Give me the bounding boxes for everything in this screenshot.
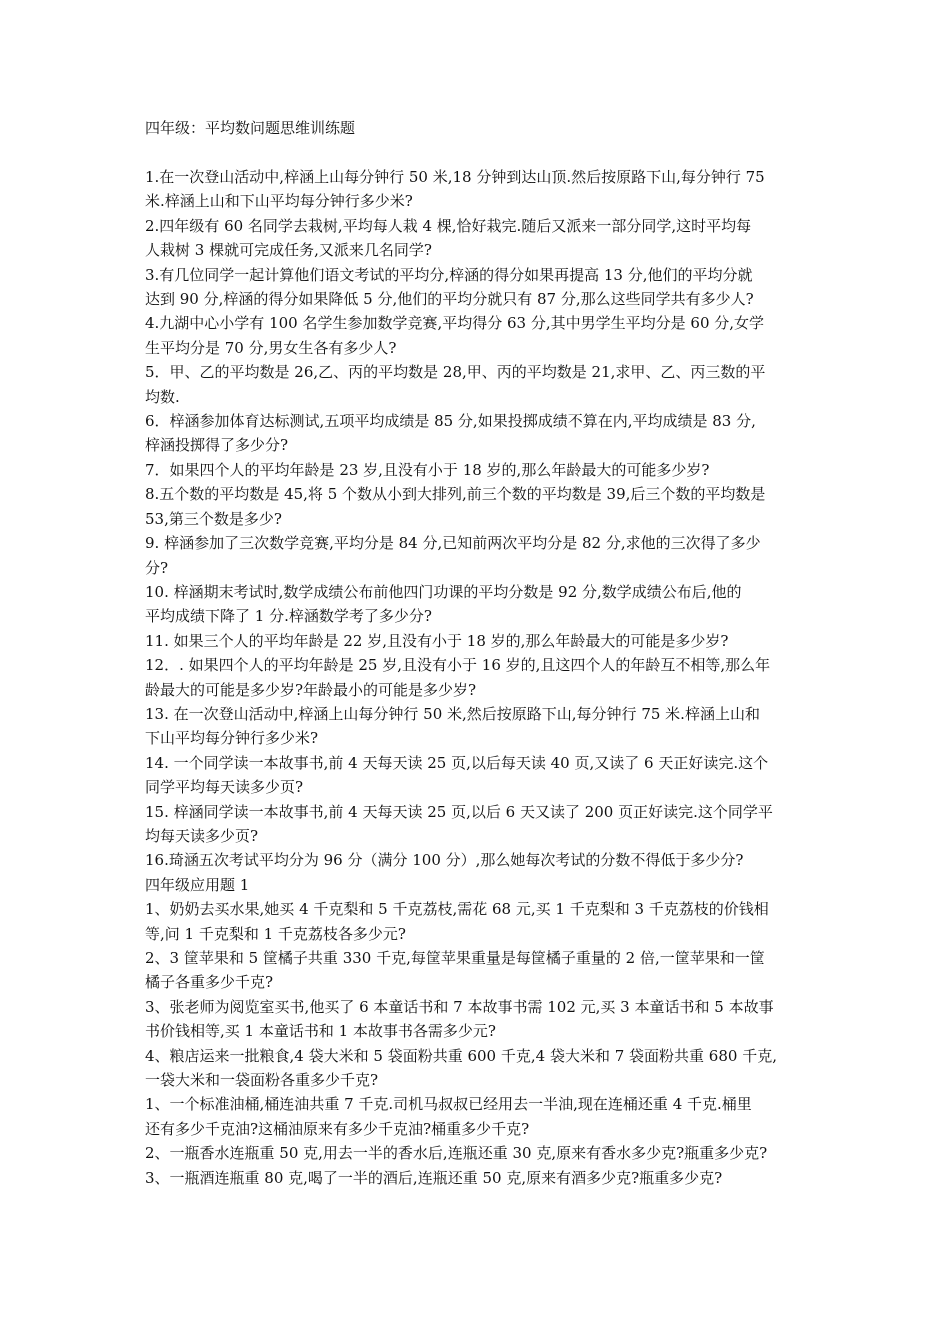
document-body bbox=[145, 165, 810, 1190]
text-line: 人栽树 3 棵就可完成任务,又派来几名同学? bbox=[145, 241, 432, 260]
text-line: 分? bbox=[145, 558, 169, 577]
text-line: 四年级应用题 1 bbox=[145, 875, 250, 894]
text-line: 2、3 筐苹果和 5 筐橘子共重 330 千克,每筐苹果重量是每筐橘子重量的 2 倍,一筐苹果和一筐 bbox=[145, 949, 765, 967]
text-line: 6．梓涵参加体育达标测试,五项平均成绩是 85 分,如果投掷成绩不算在内,平均成绩是 83 分, bbox=[145, 412, 756, 431]
text-line: 13. 在一次登山活动中,梓涵上山每分钟行 50 米,然后按原路下山,每分钟行 75 米.梓涵上山和 bbox=[145, 704, 760, 723]
text-line: 9. 梓涵参加了三次数学竞赛,平均分是 84 分,已知前两次平均分是 82 分,求他的三次得了多少 bbox=[145, 534, 761, 553]
text-line: 龄最大的可能是多少岁?年龄最小的可能是多少岁? bbox=[145, 680, 477, 699]
text-line: 2.四年级有 60 名同学去栽树,平均每人栽 4 棵,恰好栽完.随后又派来一部分同学,这时平均每 bbox=[145, 216, 752, 235]
text-line: 5．甲、乙的平均数是 26,乙、丙的平均数是 28,甲、丙的平均数是 21,求甲、乙、丙三数的平 bbox=[145, 363, 766, 382]
text-line: 书价钱相等,买 1 本童话书和 1 本故事书各需多少元? bbox=[145, 1022, 496, 1041]
text-line: 8.五个数的平均数是 45,将 5 个数从小到大排列,前三个数的平均数是 39,后三个数的平均数是 bbox=[145, 485, 766, 504]
text-line: 11. 如果三个人的平均年龄是 22 岁,且没有小于 18 岁的,那么年龄最大的可能是多少岁? bbox=[145, 631, 729, 650]
text-line: 等,问 1 千克梨和 1 千克荔枝各多少元? bbox=[145, 924, 406, 943]
text-line: 16.琦涵五次考试平均分为 96 分（满分 100 分）,那么她每次考试的分数不得低于多少分? bbox=[145, 851, 744, 870]
text-line: 1.在一次登山活动中,梓涵上山每分钟行 50 米,18 分钟到达山顶.然后按原路下山,每分钟行 75 bbox=[145, 168, 765, 186]
text-line: 梓涵投掷得了多少分? bbox=[145, 436, 289, 455]
text-line: 均数. bbox=[145, 387, 180, 406]
text-line: 10. 梓涵期末考试时,数学成绩公布前他四门功课的平均分数是 92 分,数学成绩公布后,他的 bbox=[145, 582, 742, 601]
text-line: 14. 一个同学读一本故事书,前 4 天每天读 25 页,以后每天读 40 页,又读了 6 天正好读完.这个 bbox=[145, 753, 769, 772]
text-line: 7．如果四个人的平均年龄是 23 岁,且没有小于 18 岁的,那么年龄最大的可能多少岁? bbox=[145, 460, 710, 479]
text-line: 3、一瓶酒连瓶重 80 克,喝了一半的酒后,连瓶还重 50 克,原来有酒多少克?瓶重多少克? bbox=[145, 1168, 723, 1187]
text-line: 1、奶奶去买水果,她买 4 千克梨和 5 千克荔枝,需花 68 元,买 1 千克梨和 3 千克荔枝的价钱相 bbox=[145, 900, 769, 919]
text-line: 下山平均每分钟行多少米? bbox=[145, 729, 319, 748]
document-title: 四年级：平均数问题思维训练题 bbox=[145, 119, 356, 137]
text-line: 同学平均每天读多少页? bbox=[145, 778, 304, 797]
text-line: 一袋大米和一袋面粉各重多少千克? bbox=[145, 1071, 379, 1090]
text-line: 53,第三个数是多少? bbox=[145, 509, 282, 528]
text-line: 米.梓涵上山和下山平均每分钟行多少米? bbox=[145, 192, 413, 211]
text-line: 12．. 如果四个人的平均年龄是 25 岁,且没有小于 16 岁的,且这四个人的年龄互不相等,那么年 bbox=[145, 656, 771, 675]
text-line: 生平均分是 70 分,男女生各有多少人? bbox=[145, 338, 397, 357]
text-line: 1、一个标准油桶,桶连油共重 7 千克.司机马叔叔已经用去一半油,现在连桶还重 4 千克.桶里 bbox=[145, 1095, 752, 1114]
text-line: 均每天读多少页? bbox=[145, 826, 259, 845]
text-line: 橘子各重多少千克? bbox=[145, 973, 274, 992]
text-line: 2、一瓶香水连瓶重 50 克,用去一半的香水后,连瓶还重 30 克,原来有香水多少克?瓶重多少克? bbox=[145, 1144, 768, 1163]
text-line: 达到 90 分,梓涵的得分如果降低 5 分,他们的平均分就只有 87 分,那么这些同学共有多少人? bbox=[145, 290, 754, 309]
text-line: 4、粮店运来一批粮食,4 袋大米和 5 袋面粉共重 600 千克,4 袋大米和 7 袋面粉共重 680 千克, bbox=[145, 1046, 777, 1065]
text-line: 还有多少千克油?这桶油原来有多少千克油?桶重多少千克? bbox=[145, 1119, 530, 1138]
text-line: 3、张老师为阅览室买书,他买了 6 本童话书和 7 本故事书需 102 元,买 3 本童话书和 5 本故事 bbox=[145, 997, 774, 1016]
text-line: 3.有几位同学一起计算他们语文考试的平均分,梓涵的得分如果再提高 13 分,他们的平均分就 bbox=[145, 265, 753, 284]
text-line: 15. 梓涵同学读一本故事书,前 4 天每天读 25 页,以后 6 天又读了 200 页正好读完.这个同学平 bbox=[145, 802, 773, 821]
text-line: 平均成绩下降了 1 分.梓涵数学考了多少分? bbox=[145, 607, 432, 626]
text-line: 4.九湖中心小学有 100 名学生参加数学竞赛,平均得分 63 分,其中男学生平均分是 60 分,女学 bbox=[145, 314, 765, 333]
